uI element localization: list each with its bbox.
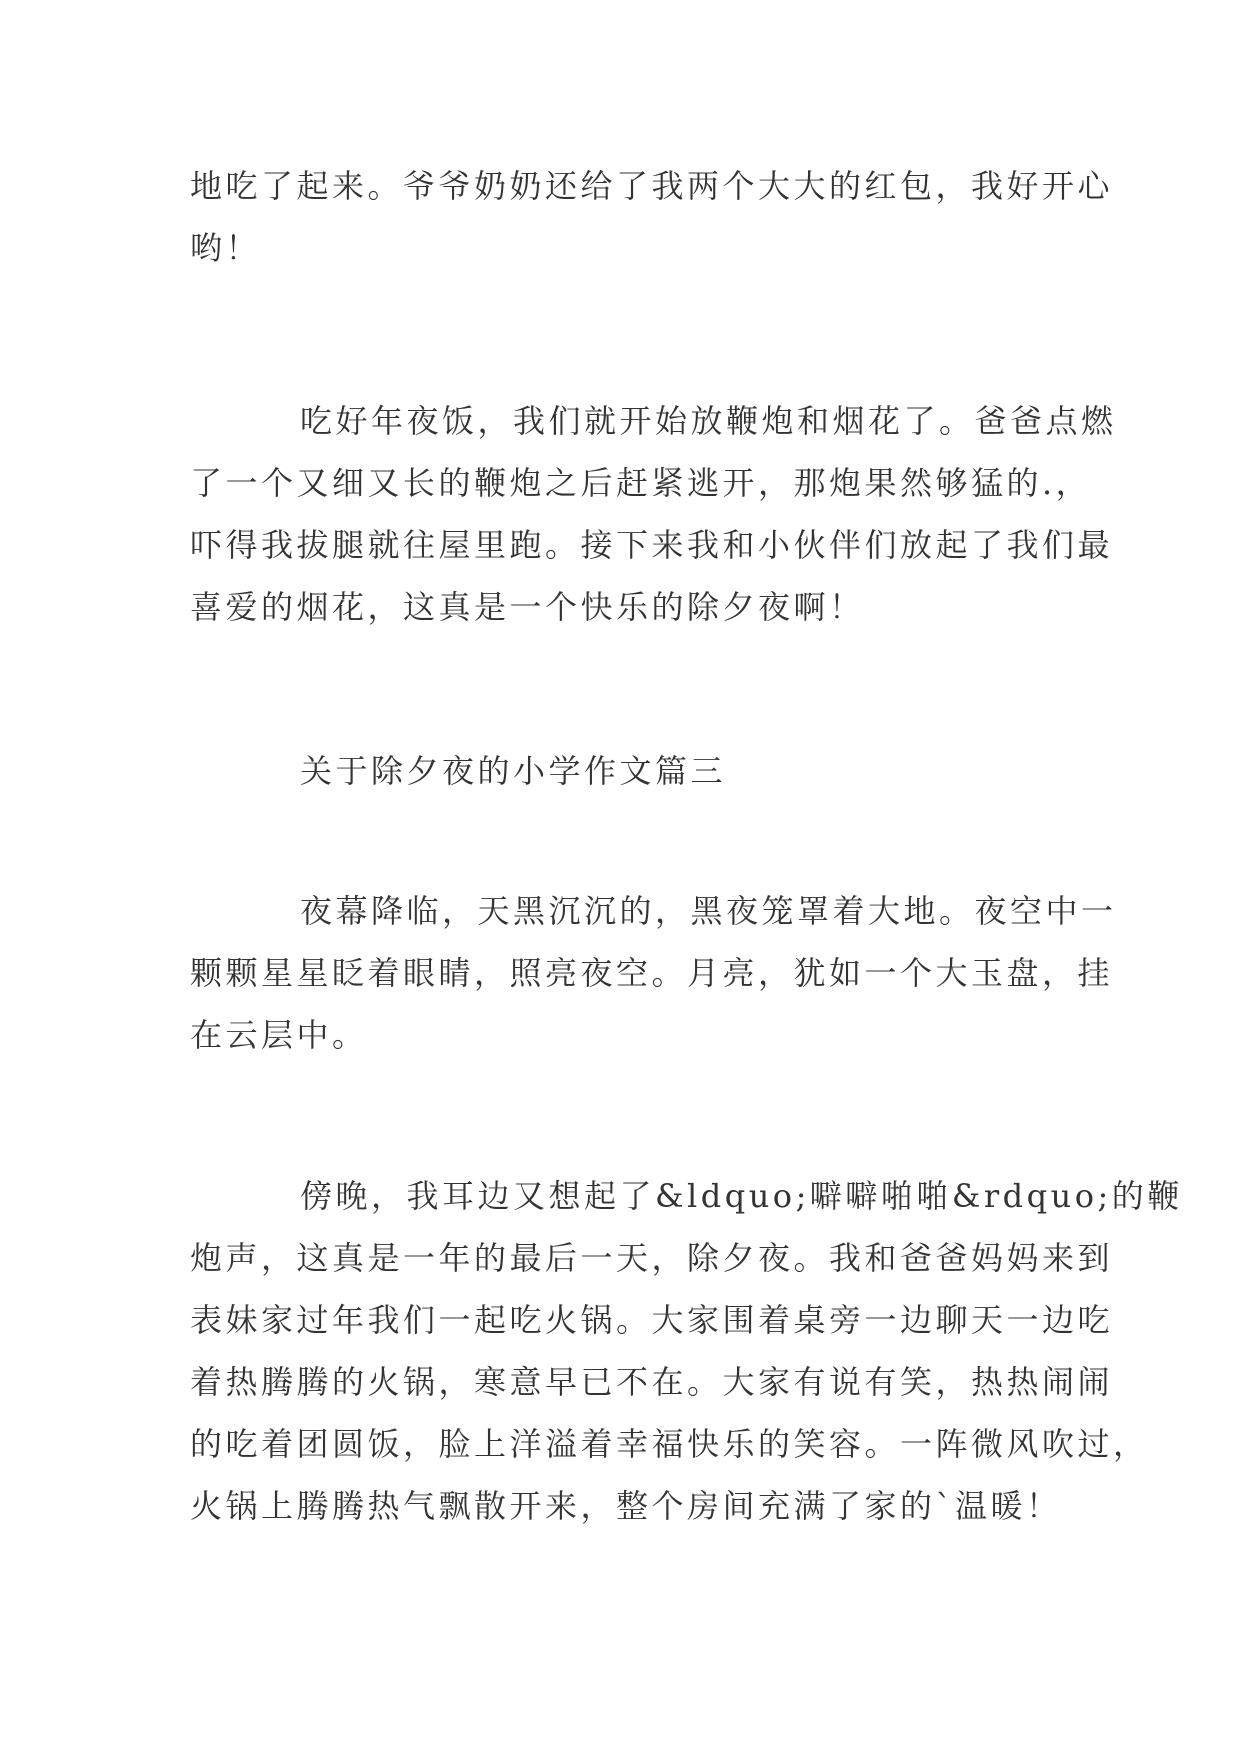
text-line: 吃好年夜饭，我们就开始放鞭炮和烟花了。爸爸点燃 [300, 402, 1117, 440]
paragraph-4 [190, 1165, 1183, 1537]
text-line: 地吃了起来。爷爷奶奶还给了我两个大大的红包，我好开心 [190, 167, 1114, 205]
text-line: 吓得我拔腿就往屋里跑。接下来我和小伙伴们放起了我们最 [190, 526, 1114, 564]
text-line: 炮声，这真是一年的最后一天，除夕夜。我和爸爸妈妈来到 [190, 1239, 1114, 1277]
paragraph-2 [190, 390, 1117, 638]
text-line: 在云层中。 [190, 1016, 368, 1054]
text-line: 哟！ [190, 229, 262, 267]
paragraph-3 [190, 880, 1117, 1066]
text-line: 喜爱的烟花，这真是一个快乐的除夕夜啊！ [190, 588, 865, 626]
text-line: 表妹家过年我们一起吃火锅。大家围着桌旁一边聊天一边吃 [190, 1301, 1114, 1339]
text-line: 夜幕降临，天黑沉沉的，黑夜笼罩着大地。夜空中一 [300, 892, 1117, 930]
text-line: 着热腾腾的火锅，寒意早已不在。大家有说有笑，热热闹闹 [190, 1363, 1114, 1401]
text-line: 傍晚，我耳边又想起了&ldquo;噼噼啪啪&rdquo;的鞭 [300, 1177, 1183, 1215]
text-line: 的吃着团圆饭，脸上洋溢着幸福快乐的笑容。一阵微风吹过， [190, 1425, 1149, 1463]
text-line: 了一个又细又长的鞭炮之后赶紧逃开，那炮果然够猛的.， [190, 464, 1092, 502]
paragraph-1 [190, 155, 1114, 279]
section-heading [190, 740, 1050, 802]
text-line: 火锅上腾腾热气飘散开来，整个房间充满了家的`温暖！ [190, 1487, 1062, 1525]
text-line: 颗颗星星眨着眼睛，照亮夜空。月亮，犹如一个大玉盘，挂 [190, 954, 1114, 992]
section-heading-text: 关于除夕夜的小学作文篇三 [300, 752, 727, 790]
